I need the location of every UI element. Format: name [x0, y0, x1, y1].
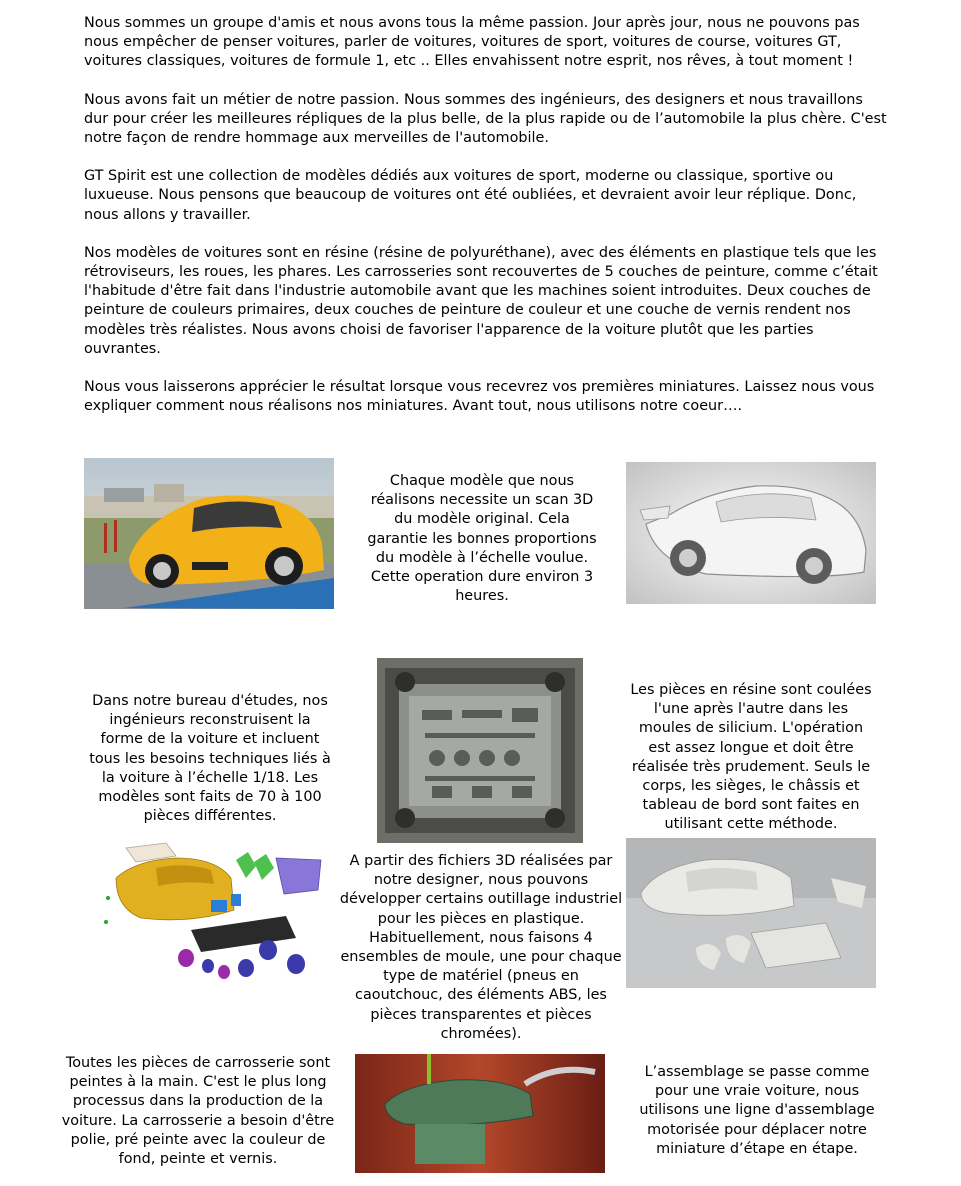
3d-scan-render	[626, 462, 876, 604]
intro-paragraph-4: Nos modèles de voitures sont en résine (résine de polyuréthane), avec des éléments en plastique tels que les rétroviseurs, les roues, les phares. Les carrosseries sont recouvertes de 5 couches de peinture, comme c’était l'habitude d'être fait dans l'industrie automobile avant que les machines soient introduites. Deux couches de peinture de couleurs primaires, deux couches de peinture de couleur et une couche de vernis rendent nos modèles très réalistes. Nous avons choisi de favoriser l'apparence de la voiture plutôt que les parties ouvrantes.	[84, 244, 878, 357]
intro-paragraph-3: GT Spirit est une collection de modèles dédiés aux voitures de sport, moderne ou classique, sportive ou luxueuse. Nous pensons que beaucoup de voitures ont été oubliées, et devraient avoir leur réplique. Donc, nous allons y travailler.	[84, 168, 857, 223]
exploded-3d-parts	[96, 838, 330, 986]
intro-paragraph-2: Nous avons fait un métier de notre passion. Nous sommes des ingénieurs, des designers et nous travaillons dur pour créer les meilleures répliques de la plus belle, de la plus rapide ou de l’automobile la plus chère. C'est notre façon de rendre hommage aux merveilles de l'automobile.	[84, 91, 887, 147]
intro-paragraph-1: Nous sommes un groupe d'amis et nous avons tous la même passion. Jour après jour, nous ne pouvons pas nous empêcher de penser voitures, parler de voitures, voitures de sport, voitures de course, voitures GT, voitures classiques, voitures de formule 1, etc .. Elles envahissent notre esprit, nos rêves, à tout moment !	[84, 15, 860, 70]
intro-text	[84, 14, 890, 435]
assembly-caption: L’assemblage se passe comme pour une vraie voiture, nous utilisons une ligne d'assemblage motorisée pour déplacer notre miniature d’étape en étape.	[639, 1064, 875, 1157]
design-caption: Dans notre bureau d'études, nos ingénieurs reconstruisent la forme de la voiture et incluent tous les besoins techniques liés à la voiture à l’échelle 1/18. Les modèles sont faits de 70 à 100 pièces différentes.	[89, 693, 331, 825]
steel-mold-photo	[377, 658, 583, 843]
resin-body-parts-photo	[626, 838, 876, 988]
yellow-porsche-photo	[84, 458, 334, 609]
paint-caption: Toutes les pièces de carrosserie sont peintes à la main. C'est le plus long processus dans la production de la voiture. La carrosserie a besoin d'être polie, pré peinte avec la couleur de fond, peinte et vernis.	[61, 1055, 335, 1168]
intro-paragraph-5: Nous vous laisserons apprécier le résultat lorsque vous recevrez vos premières miniatures. Laissez nous vous expliquer comment nous réalisons nos miniatures. Avant tout, nous utilisons notre coeur….	[84, 379, 875, 415]
tooling-caption: A partir des fichiers 3D réalisées par notre designer, nous pouvons développer certains outillage industriel pour les pièces en plastique. Habituellement, nous faisons 4 ensembles de moule, une pour chaque type de matériel (pneus en caoutchouc, des éléments ABS, les pièces transparentes et pièces chromées).	[339, 853, 623, 1042]
resin-caption: Les pièces en résine sont coulées l'une après l'autre dans les moules de silicium. L'opération est assez longue et doit être réalisée très prudement. Seuls le corps, les sièges, le châssis et tableau de bord sont faites en utilisant cette méthode.	[630, 682, 872, 833]
scan-caption: Chaque modèle que nous réalisons necessite un scan 3D du modèle original. Cela garantie les bonnes proportions du modèle à l’échelle voulue. Cette operation dure environ 3 heures.	[367, 473, 597, 605]
painting-body-photo	[355, 1054, 605, 1173]
